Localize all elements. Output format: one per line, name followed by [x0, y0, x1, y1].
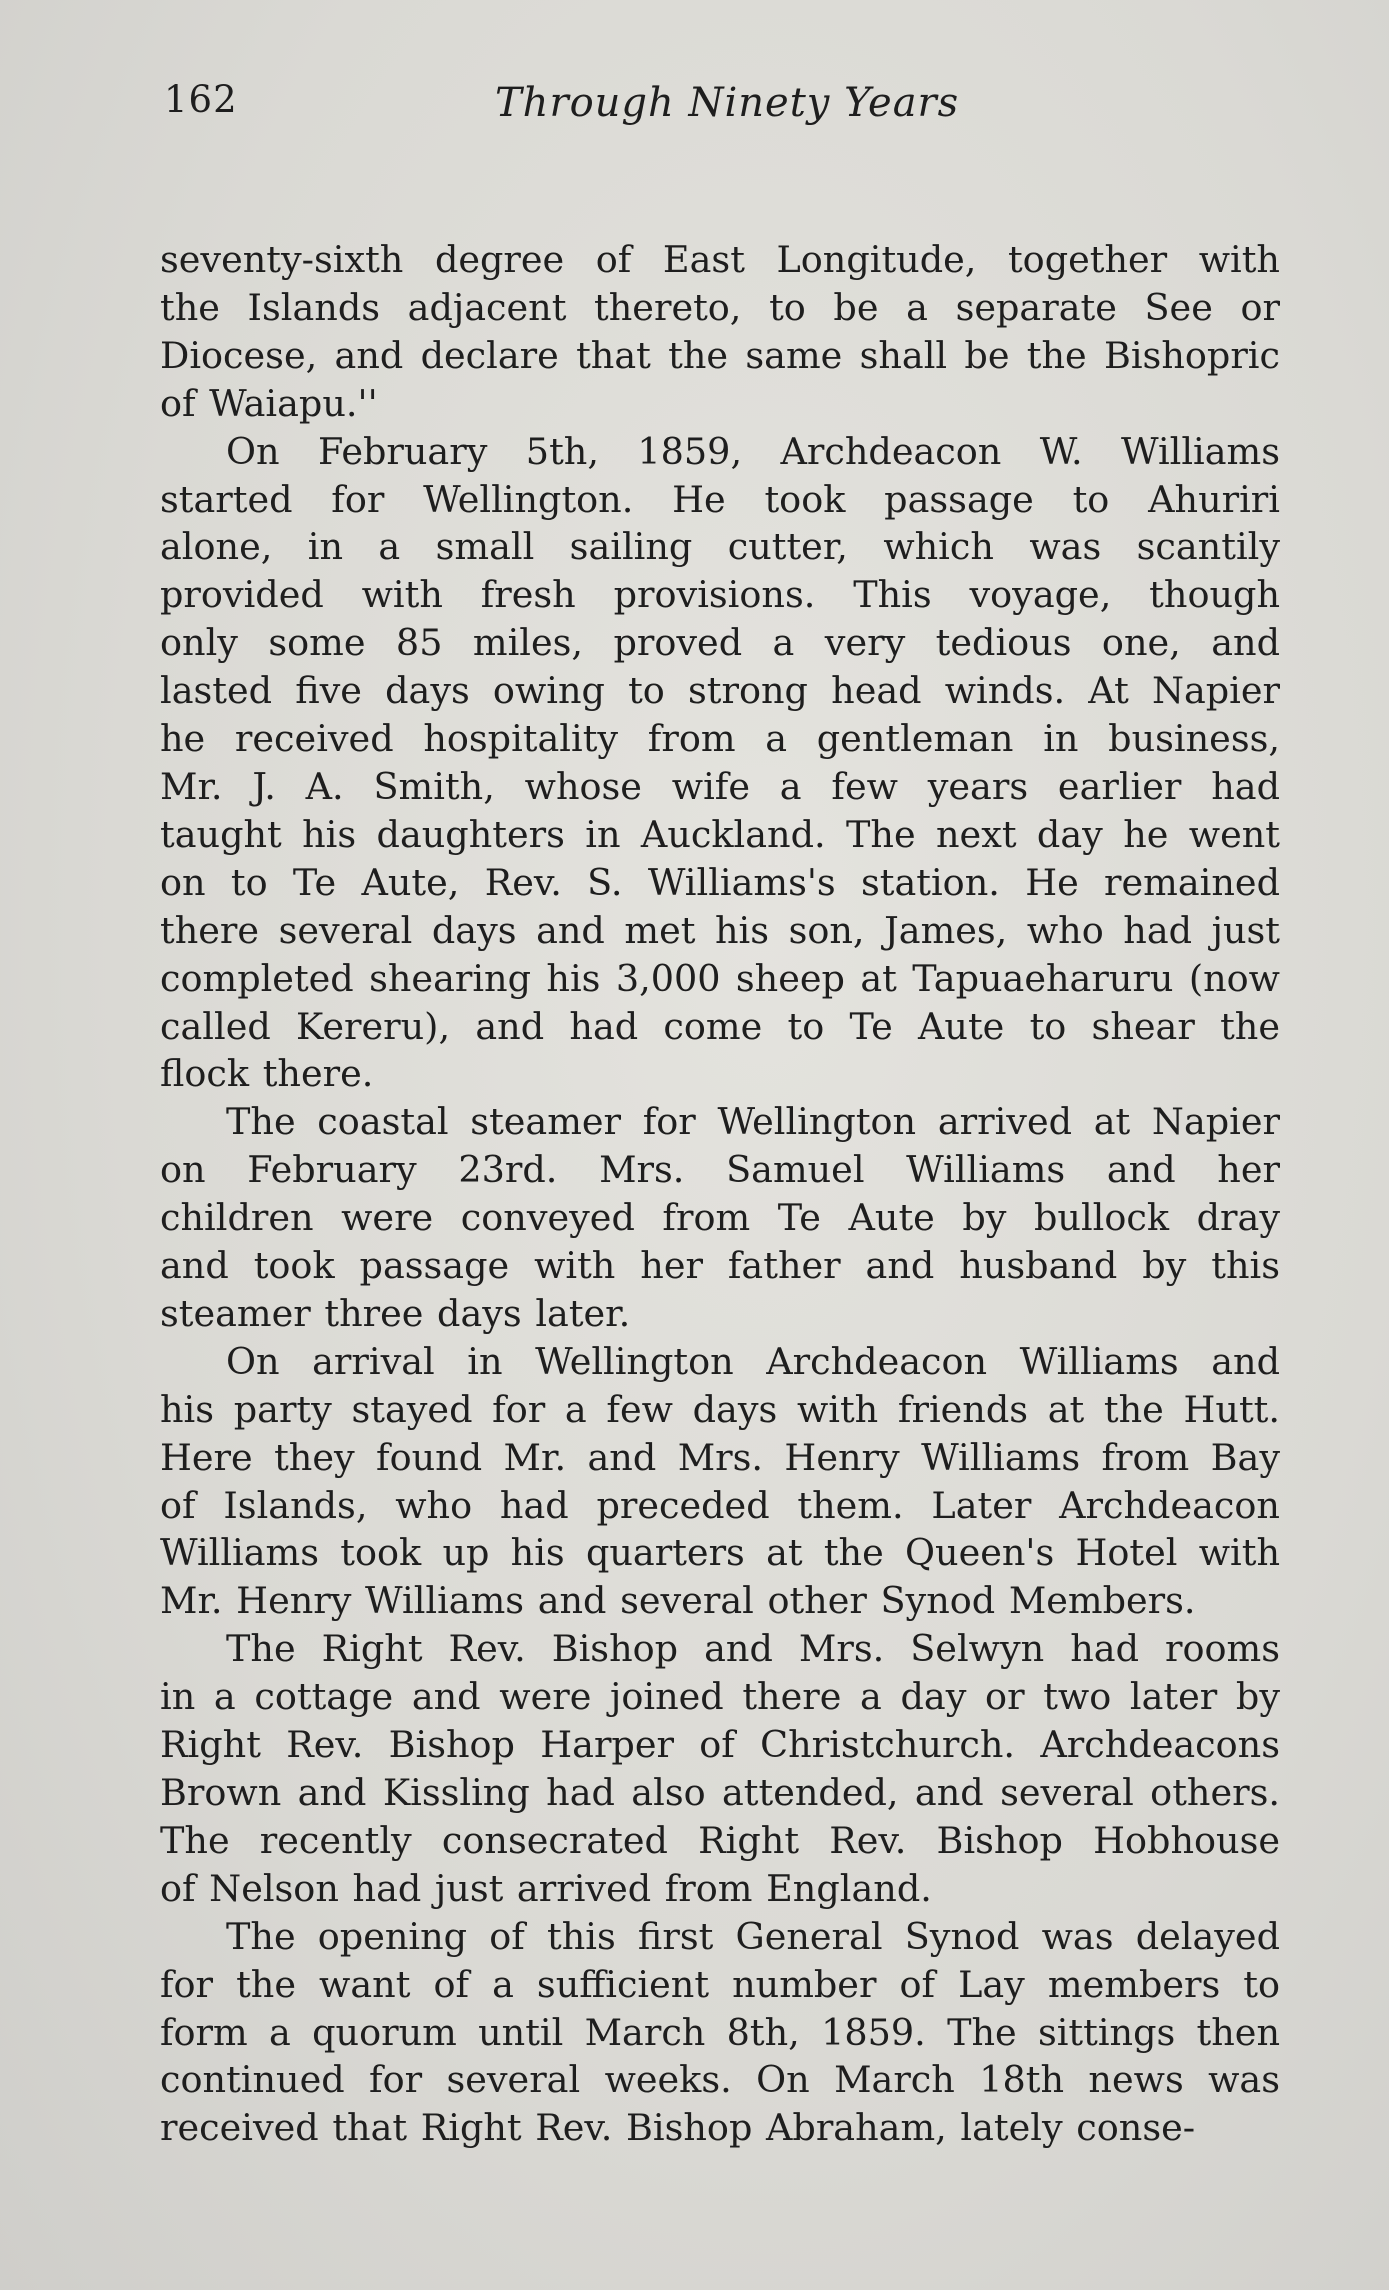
text-line: completed shearing his 3,000 sheep at Tapuaeharuru (now [160, 956, 1280, 1000]
text-line: alone, in a small sailing cutter, which was scantily [160, 525, 1280, 569]
text-line: he received hospitality from a gentleman in business, [160, 717, 1280, 761]
text-line: called Kereru), and had come to Te Aute to shear the [160, 1004, 1280, 1048]
page-number: 162 [164, 78, 238, 121]
body-text [160, 236, 1280, 2152]
text-line: the Islands adjacent thereto, to be a separate See or [160, 285, 1280, 329]
text-line: children were conveyed from Te Aute by bullock dray [160, 1196, 1280, 1240]
text-line: form a quorum until March 8th, 1859. The sittings then [160, 2010, 1280, 2054]
text-line: steamer three days later. [160, 1291, 631, 1335]
paragraph [160, 1338, 1280, 1625]
text-line: there several days and met his son, James, who had just [160, 908, 1280, 952]
page-header [160, 78, 1280, 148]
text-line: of Islands, who had preceded them. Later Archdeacon [160, 1483, 1280, 1527]
paragraph [160, 1625, 1280, 1912]
text-line: Brown and Kissling had also attended, and several others. [160, 1771, 1280, 1814]
text-line: received that Right Rev. Bishop Abraham, lately conse- [160, 2106, 1196, 2150]
text-line: for the want of a sufficient number of Lay members to [160, 1962, 1280, 2006]
paragraph [160, 1913, 1280, 2153]
text-line: lasted five days owing to strong head winds. At Napier [160, 669, 1280, 713]
text-line: of Nelson had just arrived from England. [160, 1866, 932, 1910]
text-line: Right Rev. Bishop Harper of Christchurch. Archdeacons [160, 1723, 1280, 1767]
text-line: On arrival in Wellington Archdeacon Williams and [226, 1339, 1280, 1383]
paragraph [160, 236, 1280, 428]
text-line: of Waiapu.'' [160, 381, 378, 425]
text-line: taught his daughters in Auckland. The next day he went [160, 812, 1280, 856]
text-line: and took passage with her father and husband by this [160, 1244, 1280, 1288]
running-title: Through Ninety Years [495, 80, 960, 126]
text-line: Mr. J. A. Smith, whose wife a few years earlier had [160, 764, 1280, 808]
text-line: on February 23rd. Mrs. Samuel Williams and her [160, 1148, 1280, 1192]
text-line: Mr. Henry Williams and several other Synod Members. [160, 1579, 1196, 1623]
text-line: seventy-sixth degree of East Longitude, together with [160, 238, 1280, 281]
paragraph [160, 1098, 1280, 1338]
text-line: The opening of this first General Synod was delayed [226, 1914, 1280, 1958]
text-line: The Right Rev. Bishop and Mrs. Selwyn had rooms [226, 1627, 1280, 1671]
text-line: The recently consecrated Right Rev. Bishop Hobhouse [160, 1818, 1280, 1862]
text-line: provided with fresh provisions. This voyage, though [160, 573, 1280, 617]
text-line: On February 5th, 1859, Archdeacon W. Williams [226, 429, 1280, 473]
paragraph [160, 428, 1280, 1099]
text-line: on to Te Aute, Rev. S. Williams's station. He remained [160, 860, 1280, 904]
text-line: his party stayed for a few days with friends at the Hutt. [160, 1387, 1280, 1431]
text-line: Diocese, and declare that the same shall be the Bishopric [160, 333, 1280, 377]
text-line: Williams took up his quarters at the Queen's Hotel with [160, 1531, 1280, 1575]
book-page [160, 78, 1280, 2152]
text-line: only some 85 miles, proved a very tedious one, and [160, 621, 1280, 665]
text-line: Here they found Mr. and Mrs. Henry Williams from Bay [160, 1435, 1280, 1479]
text-line: flock there. [160, 1052, 374, 1096]
text-line: The coastal steamer for Wellington arrived at Napier [226, 1100, 1280, 1144]
text-line: in a cottage and were joined there a day or two later by [160, 1675, 1280, 1719]
text-line: started for Wellington. He took passage to Ahuriri [160, 477, 1280, 521]
text-line: continued for several weeks. On March 18th news was [160, 2058, 1280, 2102]
